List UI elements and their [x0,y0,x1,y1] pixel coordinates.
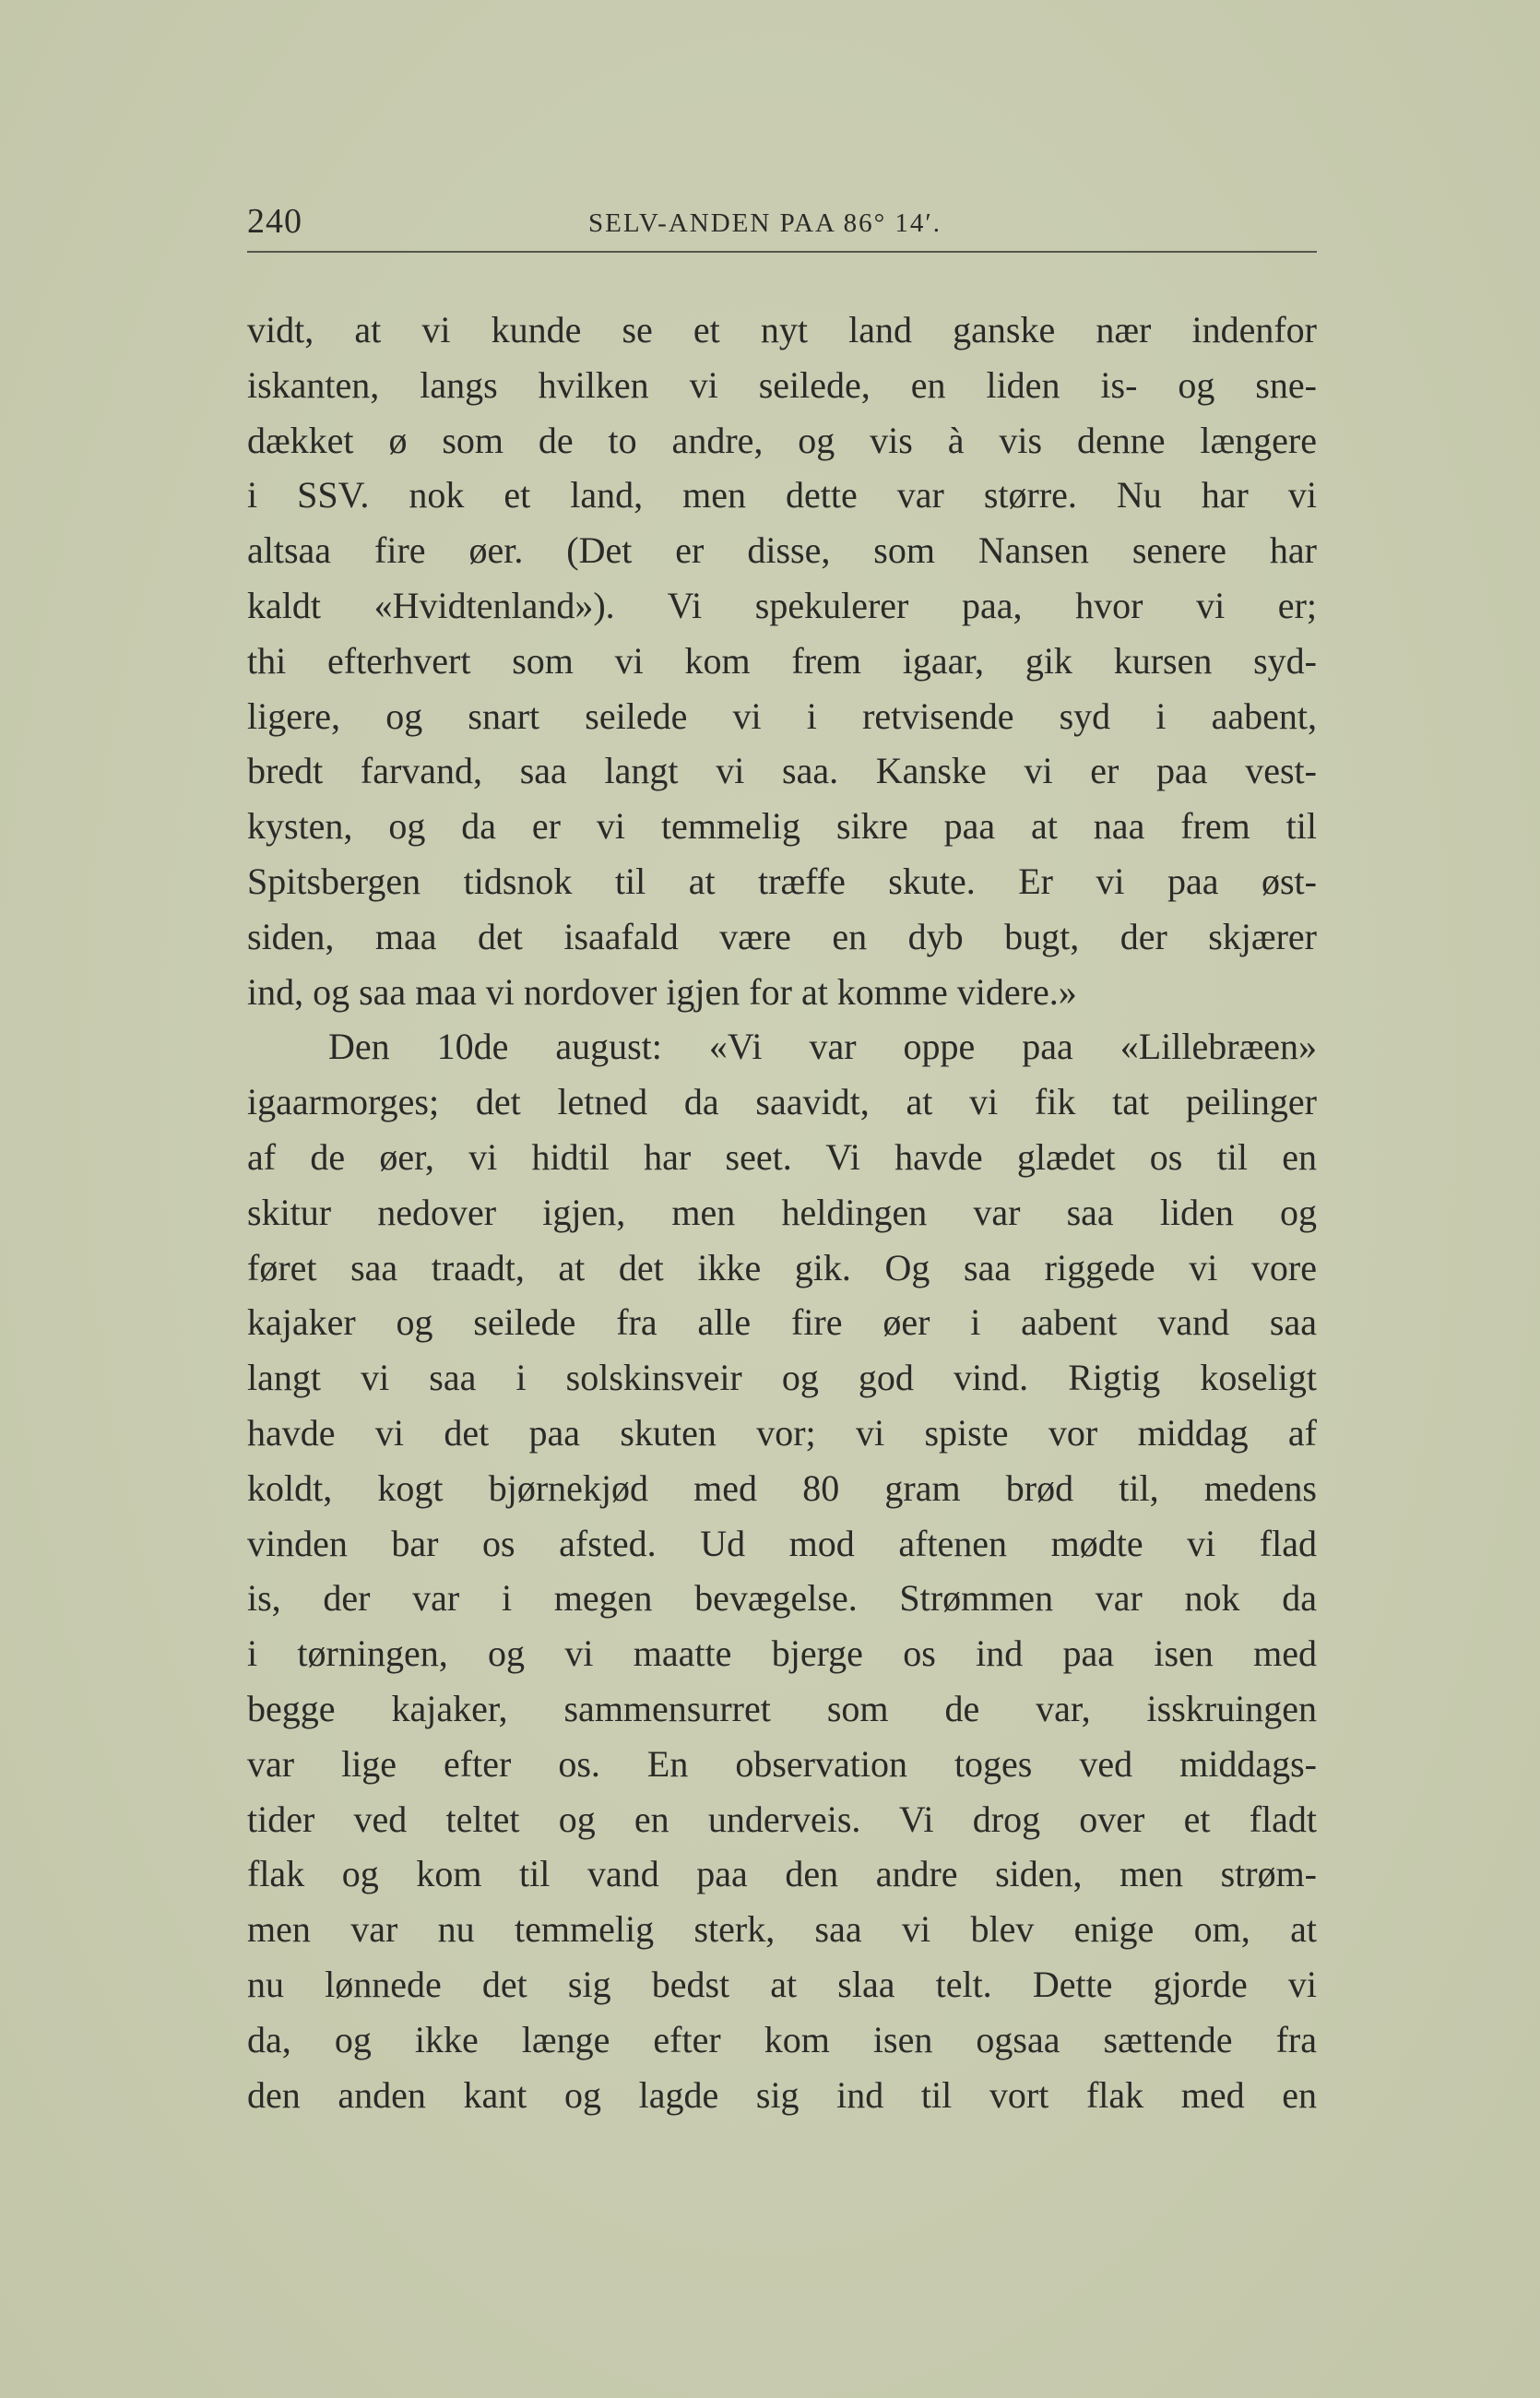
text-line: skitur nedover igjen, men heldingen var saa liden og [247,1191,1317,1233]
text-line: bredt farvand, saa langt vi saa. Kanske vi er paa vest- [247,750,1317,792]
text-line: vinden bar os afsted. Ud mod aftenen mødte vi flad [247,1522,1317,1564]
text-line: altsaa fire øer. (Det er disse, som Nansen senere har [247,529,1317,572]
text-line: iskanten, langs hvilken vi seilede, en liden is- og sne- [247,363,1317,406]
text-line: havde vi det paa skuten vor; vi spiste vor middag af [247,1411,1317,1454]
text-line: var lige efter os. En observation toges ved middags- [247,1742,1317,1785]
text-line: igaarmorges; det letned da saavidt, at vi fik tat peilinger [247,1081,1317,1123]
text-line: thi efterhvert som vi kom frem igaar, gik kursen syd- [247,639,1317,682]
running-head: SELV-ANDEN PAA 86° 14′. [588,208,942,238]
text-line: Den 10de august: «Vi var oppe paa «Lillebræen» [328,1026,1317,1068]
text-line: begge kajaker, sammensurret som de var, isskruingen [247,1687,1317,1729]
text-line: da, og ikke længe efter kom isen ogsaa sættende fra [247,2018,1317,2060]
text-line: tider ved teltet og en underveis. Vi drog over et fladt [247,1798,1317,1840]
text-line: kysten, og da er vi temmelig sikre paa at naa frem til [247,805,1317,848]
text-line: kaldt «Hvidtenland»). Vi spekulerer paa, hvor vi er; [247,584,1317,626]
text-line: i tørningen, og vi maatte bjerge os ind paa isen med [247,1632,1317,1675]
text-line: føret saa traadt, at det ikke gik. Og saa riggede vi vore [247,1246,1317,1288]
text-line: Spitsbergen tidsnok til at træffe skute. Er vi paa øst- [247,860,1317,902]
text-line: nu lønnede det sig bedst at slaa telt. Dette gjorde vi [247,1963,1317,2005]
text-line: langt vi saa i solskinsveir og god vind. Rigtig koseligt [247,1357,1317,1399]
text-line: koldt, kogt bjørnekjød med 80 gram brød til, medens [247,1466,1317,1509]
text-line: men var nu temmelig sterk, saa vi blev enige om, at [247,1908,1317,1951]
text-line: kajaker og seilede fra alle fire øer i aabent vand saa [247,1301,1317,1344]
page-number: 240 [247,202,302,241]
text-line: vidt, at vi kunde se et nyt land ganske nær indenfor [247,309,1317,350]
text-line: af de øer, vi hidtil har seet. Vi havde glædet os til en [247,1135,1317,1178]
text-line: i SSV. nok et land, men dette var større. Nu har vi [247,474,1317,516]
text-line: is, der var i megen bevægelse. Strømmen var nok da [247,1577,1317,1620]
header-rule [247,251,1317,253]
text-line: flak og kom til vand paa den andre siden, men strøm- [247,1853,1317,1895]
text-line: ind, og saa maa vi nordover igjen for at komme videre.» [247,970,1077,1013]
text-line: siden, maa det isaafald være en dyb bugt, der skjærer [247,915,1317,957]
text-line: ligere, og snart seilede vi i retvisende syd i aabent, [247,694,1317,737]
page-header [247,194,1317,249]
body-text [247,303,1317,2122]
text-line: dækket ø som de to andre, og vis à vis denne længere [247,419,1317,461]
text-line: den anden kant og lagde sig ind til vort flak med en [247,2073,1317,2116]
